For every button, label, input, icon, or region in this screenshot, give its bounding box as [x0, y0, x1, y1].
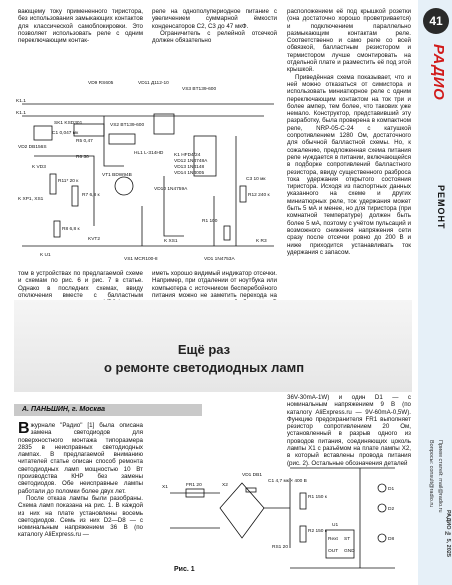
schem-label: VD2 DB156S: [18, 145, 47, 150]
schem-label: VD10 1N4759A: [154, 187, 188, 192]
side-strip: [418, 0, 452, 585]
schem-label: U1: [332, 523, 339, 528]
schem-label: R5 0,47: [76, 139, 93, 144]
schem-label: VD9 RS605: [88, 81, 114, 86]
schem-label: VD13 1N4148: [174, 165, 205, 170]
schem-label: VD1 DB1: [242, 473, 262, 478]
dropcap: В: [18, 422, 30, 437]
schem-label: SK1 KSD301: [54, 121, 83, 126]
schem-label: R6 30: [76, 155, 89, 160]
schem-label: D2: [388, 507, 395, 512]
schem-label: C1 4,7 мк × 400 В: [268, 479, 307, 484]
schem-label: K1 HFD4/24: [174, 153, 201, 158]
schem-label: GND: [344, 549, 355, 554]
section-label: РЕМОНТ: [436, 185, 446, 230]
schematic-top: [14, 76, 284, 266]
schem-label: KVT2: [88, 237, 100, 242]
schem-label: HL1 L-314HD: [134, 151, 164, 156]
article-col1: [18, 422, 143, 582]
schem-label: Rext: [328, 537, 338, 542]
paragraph: вающему току примененного тиристора, без использования замыкающих контактов для классической самоблокировки. Это позволяет использовать реле с одним переключающим контак-: [18, 8, 143, 45]
paragraph-text: журнале "Радио" [1] была описана замена светодиодов для поверхностного монтажа типоразмера 2835 в неисправных светодиодных лампах. В предлагаемой вниманию читателей статье описан способ ремонта светодиодных ламп мощностью 10 Вт производства КНР без замены светодиодов. Обе неисправные лампы работали до поломки более двух лет.: [18, 422, 143, 495]
schem-label: R2 150 к: [308, 529, 327, 534]
schem-label: K1.1: [16, 111, 26, 116]
schem-label: VS1 MCR100-8: [124, 257, 158, 262]
schem-label: VT1 BDW94B: [102, 173, 132, 178]
paragraph: Ограничитель с релейной отсечкой должен обязательно: [152, 29, 277, 45]
paragraph: Приведённая схема показывает, что и ней можно отказаться от симистора и использовать миниатюрное реле с одним переключающим контактом на ток три и более ампер, тем более, что такових уже немало. Конструктор, представивший эту разработку, была проверена в компактном реле, NRP-05-C-24 с катушкой сопротивлением 1280 Ом, достаточного для обычной балластной схемы. Но, к сожалению, предложенная схема питания реле нуждается в питании, включающейся в подборке сопротивлений балластного резистора, ввиду существенного разброса тока удержания открытого состояния тиристора. Исходя из паспортных данных указанного на схеме и других миниатюрных реле, ток удержания может быть 5 мА и менее, но для тиристора (при комнатной температуре) должен быть более 5 мА, поэтому с учётом пульсаций и возможного снижения напряжения сети сразу после отсечки ровно до 200 В и ниже приходится устанавливать ток удержания с запасом.: [287, 73, 411, 256]
schem-label: D8: [388, 537, 395, 542]
page-number: 41: [423, 8, 449, 34]
top-col3: [287, 8, 411, 256]
article-author: А. ПАНЬШИН, г. Москва: [14, 404, 202, 416]
schem-label: K U1: [40, 253, 51, 258]
schem-label: K XS1: [164, 239, 178, 244]
schematic-fig1: [150, 448, 412, 580]
schem-label: C1 0,047 мк: [52, 131, 79, 136]
schem-label: ST: [344, 537, 351, 542]
schem-label: R1 150 к: [308, 495, 327, 500]
schem-label: R11* 20 к: [58, 179, 79, 184]
schem-label: C3 10 мк: [246, 177, 266, 182]
schem-label: R7 6,8 к: [82, 193, 100, 198]
top-col1: [18, 8, 143, 44]
schem-label: K1.1: [16, 99, 26, 104]
paragraph: иметь хорошо видимый индикатор отсечки. Например, при отдалении от ноутбука или компьютера с источником бесперебойного питания можно не заметить перехода на: [152, 270, 277, 299]
article-banner: [14, 300, 412, 392]
paragraph: 36V-30mA-1W) и один D1 — с номинальным напряжением 9 В (по каталогу AliExpress.ru — 9V-60mA-0,5W). Функцию предохранителя FR1 выполняет резистор сопротивлением 20 Ом, установленный в разрыв одного из проводов питания, соединяющих цоколь лампы X1 с разъёмом на плате лампы X2, в который вставлены провода питания (рис. 2). Остальные обозначения деталей: [287, 394, 411, 467]
schem-label: VD12 1N4748A: [174, 159, 208, 164]
schem-label: R12 240 к: [248, 193, 270, 198]
issue-line: РАДИО № 5, 2025: [445, 510, 451, 557]
paragraph: После отказа лампы были разобраны. Схема ламп показана на рис. 1. В каждой из них на плате установлены восемь светодиодов. Семь из них D2—D8 — с номинальным напряжением 36 В (по каталогу AliExpress.ru —: [18, 494, 143, 539]
side-contacts-1: Вопросы: consult@radio.ru: [428, 440, 434, 508]
schem-label: K XP1, XS1: [18, 197, 44, 202]
schem-label: VD1 1N4753A: [204, 257, 235, 262]
paragraph: том в устройствах по предлагаемой схеме и схемам по рис. 6 и рис. 7 в статье. Однако в последних схемах, ввиду отключения вместе с балластным: [18, 270, 143, 299]
side-contacts-2: Прием статей: mail@radio.ru: [437, 440, 443, 513]
schem-label: R1 100: [202, 219, 218, 224]
paragraph: реле на однополупериодное питание с увеличением суммарной ёмкости конденсаторов С2, С3 до 47 мкФ.: [152, 8, 277, 30]
schem-label: FR1 20: [186, 483, 202, 488]
figure-caption: Рис. 1: [174, 566, 195, 573]
article-title-line2: о ремонте светодиодных ламп: [103, 360, 305, 375]
schem-label: VD14 1N4005: [174, 171, 205, 176]
schem-label: X1: [162, 485, 168, 490]
schem-label: R8 6,8 к: [62, 227, 80, 232]
paragraph: расположением её под крышкой розетки (она достаточно хорошо проветривается) и подключением параллельно размыкающим контактам реле. Соответственно и само реле со всей обвязкой, балластным резистором и термистором лучше смонтировать на отдельной плате и разместить её под этой крышкой.: [287, 8, 411, 74]
schem-label: RS1 20: [272, 545, 288, 550]
schem-label: X2: [222, 483, 228, 488]
schem-label: VD11 Д112-10: [138, 81, 169, 86]
schem-label: K R3: [256, 239, 267, 244]
article-title-line1: Ещё раз: [177, 342, 231, 357]
schem-label: OUT: [328, 549, 339, 554]
schem-label: VS3 BT139-600: [182, 87, 217, 92]
top-col2: [152, 8, 277, 44]
schem-label: VS2 BT139-600: [110, 123, 145, 128]
schem-label: K VD3: [32, 165, 46, 170]
paragraph: [18, 422, 143, 495]
magazine-logo: РАДИО: [430, 44, 447, 101]
schem-label: D1: [388, 487, 395, 492]
